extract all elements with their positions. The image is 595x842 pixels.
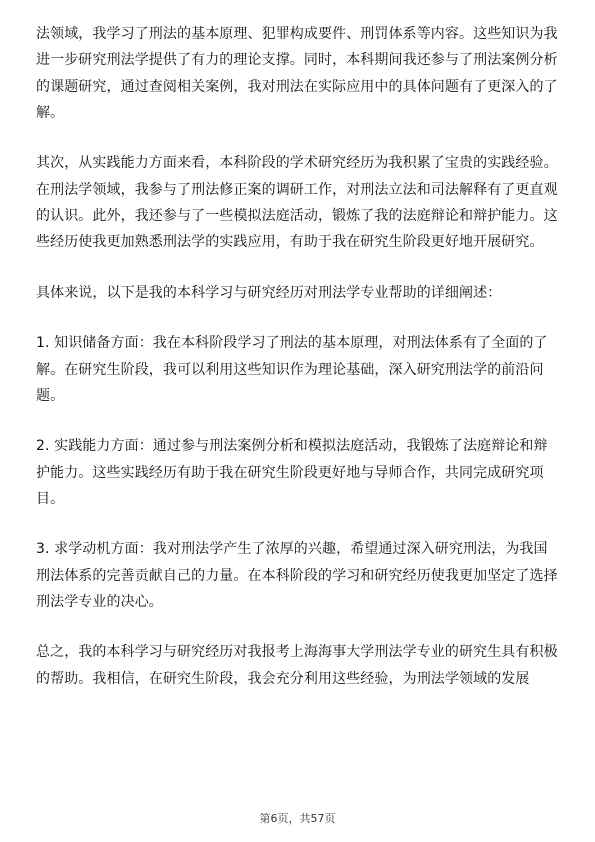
list-item-knowledge: 1. 知识储备方面：我在本科阶段学习了刑法的基本原理，对刑法体系有了全面的了解。在研究生阶段，我可以利用这些知识作为理论基础，深入研究刑法学的前沿问题。 (36, 335, 548, 404)
list-item-motivation: 3. 求学动机方面：我对刑法学产生了浓厚的兴趣，希望通过深入研究刑法，为我国刑法体系的完善贡献自己的力量。在本科阶段的学习和研究经历使我更加坚定了选择刑法学专业的决心。 (36, 541, 558, 610)
paragraph-practice-ability: 其次，从实践能力方面来看，本科阶段的学术研究经历为我积累了宝贵的实践经验。在刑法学领域，我参与了刑法修正案的调研工作，对刑法立法和司法解释有了更直观的认识。此外，我还参与了一些模拟法庭活动，锻炼了我的法庭辩论和辩护能力。这些经历使我更加熟悉刑法学的实践应用，有助于我在研究生阶段更好地开展研究。 (36, 155, 558, 251)
list-item-practice: 2. 实践能力方面：通过参与刑法案例分析和模拟法庭活动，我锻炼了法庭辩论和辩护能力。这些实践经历有助于我在研究生阶段更好地与导师合作，共同完成研究项目。 (36, 438, 548, 507)
paragraph-conclusion: 总之，我的本科学习与研究经历对我报考上海海事大学刑法学专业的研究生具有积极的帮助。我相信，在研究生阶段，我会充分利用这些经验，为刑法学领域的发展 (36, 644, 558, 687)
document-body (36, 21, 558, 692)
page-number-footer: 第6页，共57页 (259, 812, 336, 825)
paragraph-detail-intro: 具体来说，以下是我的本科学习与研究经历对刑法学专业帮助的详细阐述： (36, 284, 502, 301)
paragraph-knowledge-continued: 法领域，我学习了刑法的基本原理、犯罪构成要件、刑罚体系等内容。这些知识为我进一步研究刑法学提供了有力的理论支撑。同时，本科期间我还参与了刑法案例分析的课题研究，通过查阅相关案例，我对刑法在实际应用中的具体问题有了更深入的了解。 (36, 26, 558, 121)
